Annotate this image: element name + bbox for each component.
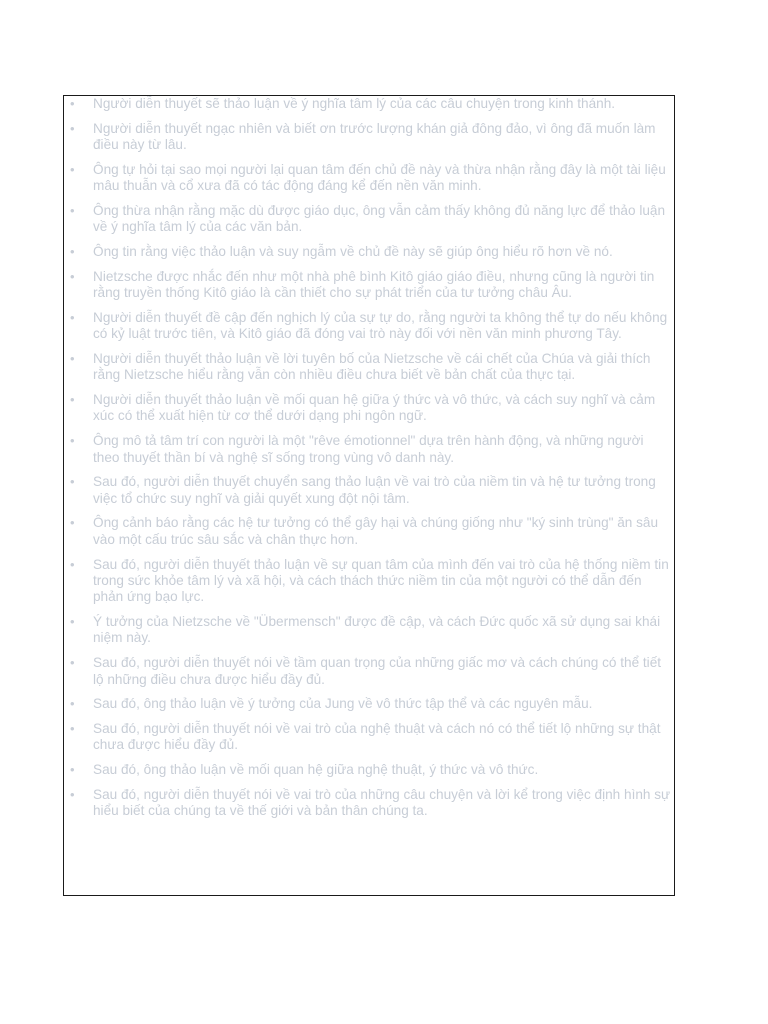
bullet-dot: •	[70, 786, 75, 802]
bullet-dot: •	[70, 309, 75, 325]
list-item	[70, 720, 674, 754]
bullet-dot: •	[70, 762, 75, 778]
bullet-dot: •	[70, 433, 75, 449]
list-item-text: Sau đó, người diễn thuyết thảo luận về sự quan tâm của mình đến vai trò của hệ thống niềm tin trong sức khỏe tâm lý và xã hội, và cách thách thức niềm tin của một người có thể dẫn đến phản ứng bạo lực.	[93, 556, 669, 605]
list-item	[70, 556, 674, 606]
list-item-text: Ông mô tả tâm trí con người là một "rêve émotionnel" dựa trên hành động, và những người theo thuyết thần bí và nghệ sĩ sống trong vùng vô danh này.	[93, 433, 644, 465]
bullet-dot: •	[70, 474, 75, 490]
list-item-text: Nietzsche được nhắc đến như một nhà phê bình Kitô giáo giáo điều, nhưng cũng là người tin rằng truyền thống Kitô giáo là cần thiết cho sự phát triển của tư tưởng châu Âu.	[93, 268, 655, 301]
list-item-text: Người diễn thuyết sẽ thảo luận về ý nghĩa tâm lý của các câu chuyện trong kinh thánh.	[93, 96, 616, 111]
list-item	[70, 655, 674, 688]
list-item	[70, 244, 674, 260]
bullet-dot: •	[70, 161, 75, 177]
list-item-text: Sau đó, ông thảo luận về mối quan hệ giữa nghệ thuật, ý thức và vô thức.	[93, 762, 539, 778]
bullet-dot: •	[70, 120, 75, 136]
bullet-dot: •	[70, 515, 75, 531]
list-item-text: Sau đó, ông thảo luận về ý tưởng của Jung về vô thức tập thể và các nguyên mẫu.	[93, 696, 593, 712]
list-item	[70, 762, 674, 778]
list-item-text: Ông thừa nhận rằng mặc dù được giáo dục, ông vẫn cảm thấy không đủ năng lực để thảo luận về ý nghĩa tâm lý của các văn bản.	[93, 202, 666, 235]
bullet-dot: •	[70, 244, 75, 260]
bullet-dot: •	[70, 720, 75, 736]
list-item	[70, 202, 674, 236]
list-item	[70, 614, 674, 647]
list-item	[70, 433, 674, 466]
list-item-text: Sau đó, người diễn thuyết nói về vai trò của những câu chuyện và lời kể trong việc định hình sự hiểu biết của chúng ta về thế giới và bản thân chúng ta.	[93, 786, 671, 819]
list-item	[70, 474, 674, 507]
bullet-list	[64, 96, 674, 820]
document-page	[63, 95, 675, 896]
bullet-dot: •	[70, 392, 75, 408]
list-item	[70, 161, 674, 195]
list-item-text: Người diễn thuyết thảo luận về lời tuyên bố của Nietzsche về cái chết của Chúa và giải thích rằng Nietzsche hiểu rằng vẫn còn nhiều điều chưa biết về bản chất của thực tại.	[93, 350, 651, 383]
list-item-text: Ông tự hỏi tại sao mọi người lại quan tâm đến chủ đề này và thừa nhận rằng đây là một tài liệu mâu thuẫn và cổ xưa đã có tác động đáng kể đến nền văn minh.	[93, 161, 666, 194]
list-item	[70, 392, 674, 425]
bullet-dot: •	[70, 350, 75, 366]
list-item-text: Sau đó, người diễn thuyết nói về vai trò của nghệ thuật và cách nó có thể tiết lộ những sự thật chưa được hiểu đầy đủ.	[93, 720, 661, 753]
bullet-dot: •	[70, 556, 75, 572]
list-item-text: Sau đó, người diễn thuyết nói về tầm quan trọng của những giấc mơ và cách chúng có thể tiết lộ những điều chưa được hiểu đầy đủ.	[93, 655, 662, 687]
list-item	[70, 515, 674, 548]
list-item	[70, 350, 674, 384]
bullet-dot: •	[70, 202, 75, 218]
list-item-text: Sau đó, người diễn thuyết chuyển sang thảo luận về vai trò của niềm tin và hệ tư tưởng trong việc tổ chức suy nghĩ và giải quyết xung đột nội tâm.	[93, 474, 656, 506]
bullet-dot: •	[70, 268, 75, 284]
bullet-dot: •	[70, 614, 75, 630]
bullet-dot: •	[70, 655, 75, 671]
list-item-text: Ý tưởng của Nietzsche về "Übermensch" được đề cập, và cách Đức quốc xã sử dụng sai khái niệm này.	[93, 614, 661, 646]
list-item	[70, 268, 674, 302]
list-item	[70, 309, 674, 343]
list-item	[70, 120, 674, 154]
list-item-text: Ông cảnh báo rằng các hệ tư tưởng có thể gây hại và chúng giống như "ký sinh trùng" ăn sâu vào một cấu trúc sâu sắc và chân thực hơn.	[93, 515, 659, 547]
bullet-dot: •	[70, 696, 75, 712]
list-item	[70, 786, 674, 820]
list-item-text: Người diễn thuyết ngạc nhiên và biết ơn trước lượng khán giả đông đảo, vì ông đã muốn làm điều này từ lâu.	[93, 120, 656, 153]
list-item-text: Người diễn thuyết đề cập đến nghịch lý của sự tự do, rằng người ta không thể tự do nếu không có kỷ luật trước tiên, và Kitô giáo đã đóng vai trò này đối với nền văn minh phương Tây.	[93, 309, 668, 342]
list-item-text: Người diễn thuyết thảo luận về mối quan hệ giữa ý thức và vô thức, và cách suy nghĩ và cảm xúc có thể xuất hiện từ cơ thể dưới dạng phi ngôn ngữ.	[93, 392, 656, 424]
list-item-text: Ông tin rằng việc thảo luận và suy ngẫm về chủ đề này sẽ giúp ông hiểu rõ hơn về nó.	[93, 244, 613, 260]
list-item	[70, 696, 674, 712]
bullet-dot: •	[70, 96, 75, 111]
list-item	[70, 96, 674, 112]
